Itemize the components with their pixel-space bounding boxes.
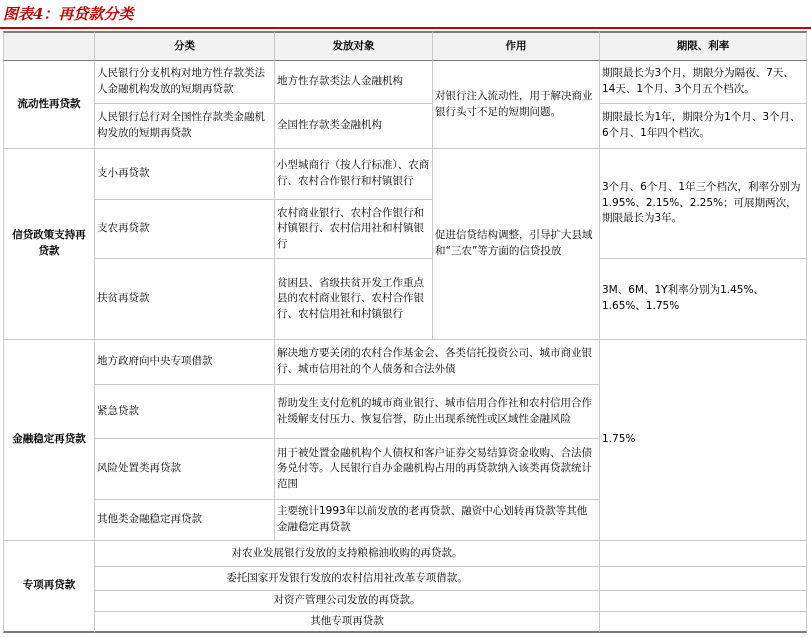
- stability-desc-1: 解决地方要关闭的农村合作基金会、各类信托投资公司、城市商业银行、城市信用社的个人债务和合法外债: [275, 340, 600, 385]
- credit-term-2: 3M、6M、1Y利率分别为1.45%、1.65%、1.75%: [600, 259, 807, 340]
- stability-desc-4: 主要统计1993年以前发放的老再贷款、融资中心划转再贷款等其他金融稳定再贷款: [275, 500, 600, 541]
- credit-category-1: 支小再贷款: [95, 149, 275, 200]
- credit-target-1: 小型城商行（按人行标准）、农商行、农村合作银行和村镇银行: [275, 149, 433, 200]
- credit-term-1: 3个月、6个月、1年三个档次，利率分别为1.95%、2.15%、2.25%；可展期两次，期限最长为3年。: [600, 149, 807, 259]
- special-rate-1: [600, 541, 807, 567]
- header-category: 分类: [95, 31, 275, 61]
- stability-category-4: 其他类金融稳定再贷款: [95, 500, 275, 541]
- stability-desc-2: 帮助发生支付危机的城市商业银行、城市信用合作社和农村信用合作社缓解支付压力、恢复信誉，防止出现系统性或区域性金融风险: [275, 385, 600, 439]
- liquidity-function: 对银行注入流动性，用于解决商业银行头寸不足的短期问题。: [433, 61, 600, 149]
- header-blank: [3, 31, 95, 61]
- figure-title: 图表4：再贷款分类: [3, 5, 134, 23]
- header-target: 发放对象: [275, 31, 433, 61]
- title-rule: [0, 27, 811, 29]
- special-row-4: 其他专项再贷款: [95, 612, 600, 633]
- liquidity-term-2: 期限最长为1年，期限分为1个月、3个月、6个月、1年四个档次。: [600, 104, 807, 149]
- liquidity-target-1: 地方性存款类法人金融机构: [275, 61, 433, 104]
- credit-category-2: 支农再贷款: [95, 200, 275, 259]
- header-term-rate: 期限、利率: [600, 31, 807, 61]
- stability-category-1: 地方政府向中央专项借款: [95, 340, 275, 385]
- special-rate-2: [600, 567, 807, 591]
- group-financial-stability: 金融稳定再贷款: [3, 340, 95, 541]
- liquidity-category-1: 人民银行分支机构对地方性存款类法人金融机构发放的短期再贷款: [95, 61, 275, 104]
- stability-category-3: 风险处置类再贷款: [95, 439, 275, 500]
- credit-target-2: 农村商业银行、农村合作银行和村镇银行、农村信用社和村镇银行: [275, 200, 433, 259]
- credit-function: 促进信贷结构调整，引导扩大县域和“三农”等方面的信贷投放: [433, 149, 600, 340]
- header-function: 作用: [433, 31, 600, 61]
- liquidity-target-2: 全国性存款类金融机构: [275, 104, 433, 149]
- stability-category-2: 紧急贷款: [95, 385, 275, 439]
- stability-desc-3: 用于被处置金融机构个人债权和客户证券交易结算资金收购、合法债务兑付等。人民银行自办金融机构占用的再贷款纳入该类再贷款统计范围: [275, 439, 600, 500]
- liquidity-term-1: 期限最长为3个月，期限分为隔夜、7天、14天、1个月、3个月五个档次。: [600, 61, 807, 104]
- credit-category-3: 扶贫再贷款: [95, 259, 275, 340]
- group-liquidity: 流动性再贷款: [3, 61, 95, 149]
- group-special: 专项再贷款: [3, 541, 95, 633]
- special-row-3: 对资产管理公司发放的再贷款。: [95, 591, 600, 612]
- special-rate-4: [600, 612, 807, 633]
- special-row-1: 对农业发展银行发放的支持粮棉油收购的再贷款。: [95, 541, 600, 567]
- liquidity-category-2: 人民银行总行对全国性存款类金融机构发放的短期再贷款: [95, 104, 275, 149]
- special-row-2: 委托国家开发银行发放的农村信用社改革专项借款。: [95, 567, 600, 591]
- group-credit-policy: 信贷政策支持再贷款: [3, 149, 95, 340]
- stability-rate: 1.75%: [600, 340, 807, 541]
- credit-target-3: 贫困县、省级扶贫开发工作重点县的农村商业银行、农村合作银行、农村信用社和村镇银行: [275, 259, 433, 340]
- special-rate-3: [600, 591, 807, 612]
